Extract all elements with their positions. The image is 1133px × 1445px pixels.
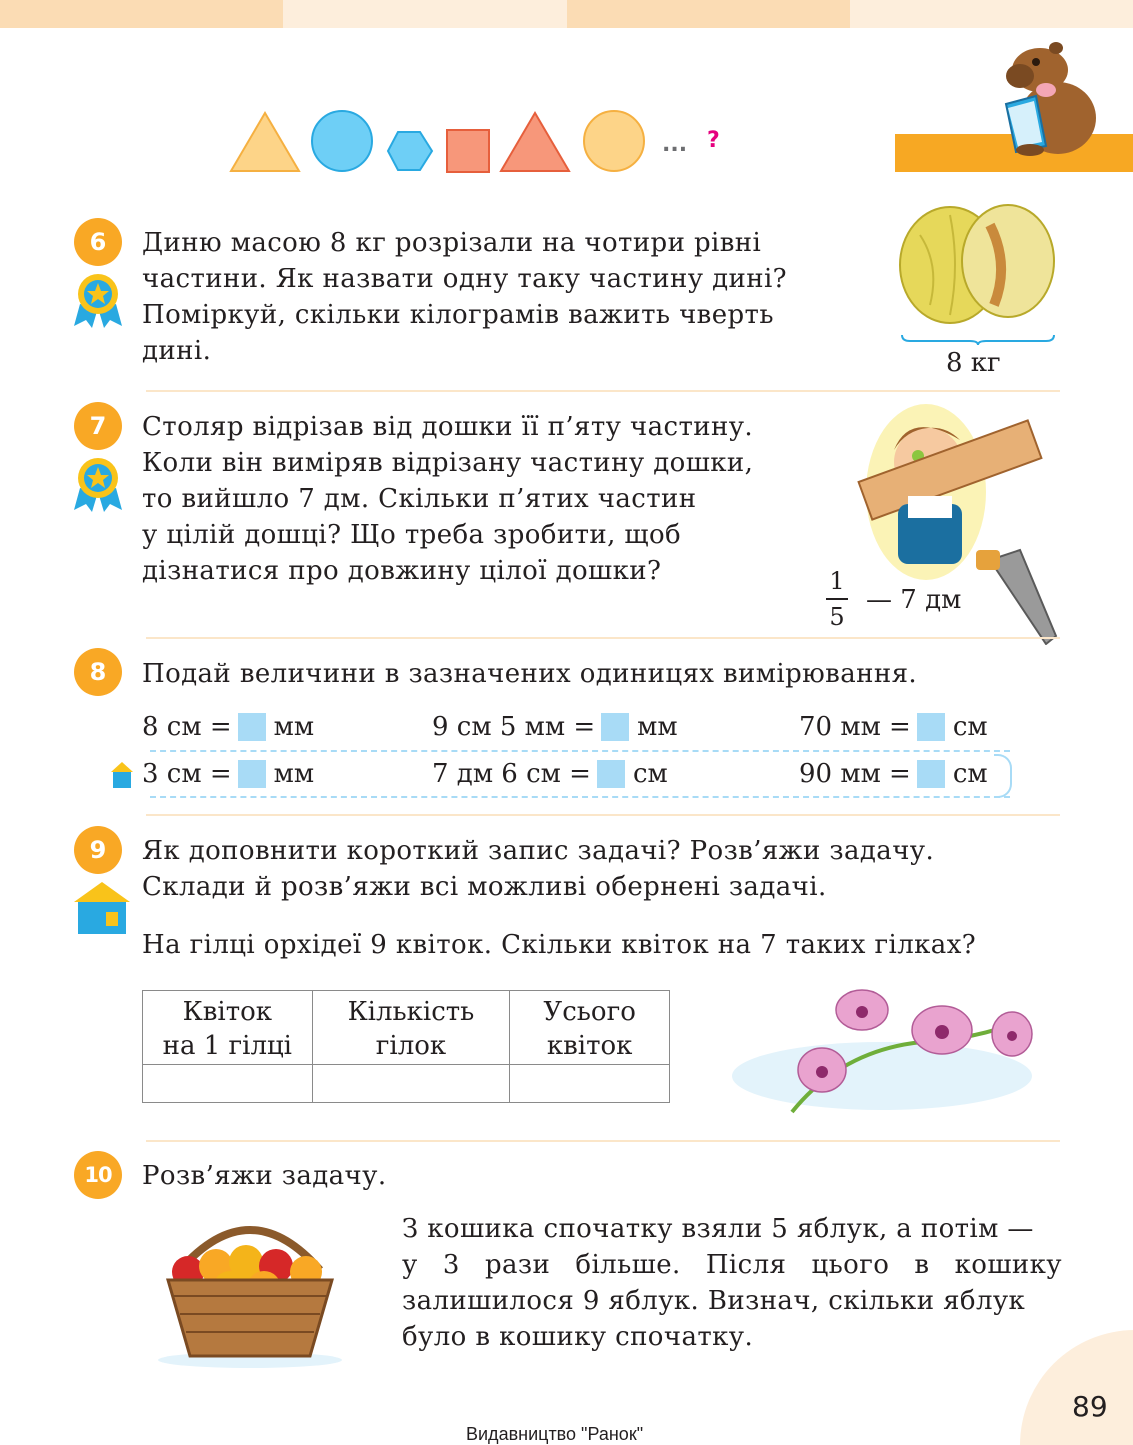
house-icon bbox=[72, 880, 132, 936]
task-8-badge: 8 bbox=[74, 648, 122, 696]
row-bracket bbox=[994, 754, 1012, 798]
text-line: Столяр відрізав від дошки її п’яту частину. bbox=[142, 412, 754, 442]
task-9-badge: 9 bbox=[74, 826, 122, 874]
conversion-expression: 90 мм = bbox=[799, 759, 911, 789]
conversion-expression: 9 см 5 мм = bbox=[432, 712, 596, 742]
capybara-reading-illustration bbox=[990, 38, 1110, 158]
task-9-text bbox=[142, 833, 934, 905]
conversion-unit: мм bbox=[637, 712, 678, 742]
triangle-shape bbox=[501, 113, 569, 171]
conversion-expression: 8 см = bbox=[142, 712, 232, 742]
task-10-text bbox=[402, 1211, 1062, 1355]
text-line: у 3 рази більше. Після цього в кошику bbox=[402, 1250, 1062, 1280]
top-color-bar bbox=[0, 0, 1133, 28]
fraction-bar bbox=[826, 598, 848, 600]
star-medal-icon bbox=[70, 454, 126, 514]
orchid-illustration bbox=[722, 980, 1042, 1120]
text-line: Диню масою 8 кг розрізали на чотири рівні bbox=[142, 228, 762, 258]
answer-box[interactable] bbox=[238, 760, 266, 788]
answer-box[interactable] bbox=[238, 713, 266, 741]
text-line: Як доповнити короткий запис задачі? Розв’яжи задачу. bbox=[142, 836, 935, 866]
answer-box[interactable] bbox=[597, 760, 625, 788]
star-medal-icon bbox=[70, 270, 126, 330]
dashed-guide-line bbox=[150, 750, 1010, 752]
triangle-shape bbox=[231, 113, 299, 171]
answer-box[interactable] bbox=[601, 713, 629, 741]
text-line: дині. bbox=[142, 336, 212, 366]
task-10-badge: 10 bbox=[74, 1151, 122, 1199]
table-header: Квіток на 1 гілці bbox=[143, 991, 313, 1065]
melon-illustration bbox=[890, 195, 1065, 345]
small-house-icon bbox=[110, 758, 134, 790]
conversion-unit: мм bbox=[273, 712, 315, 742]
publisher-label: Видавництво "Ранок" bbox=[466, 1424, 644, 1444]
fraction-value-label: — 7 дм bbox=[866, 585, 962, 615]
text-line: у цілій дошці? Що треба зробити, щоб bbox=[142, 520, 682, 550]
task-7-text bbox=[142, 409, 753, 589]
conversion-item bbox=[432, 709, 678, 745]
hexagon-shape bbox=[388, 132, 432, 170]
task-7-badge: 7 bbox=[74, 402, 122, 450]
table-header: Кількість гілок bbox=[312, 991, 510, 1065]
square-shape bbox=[447, 130, 489, 172]
conversion-item bbox=[799, 709, 988, 745]
task-6-badge: 6 bbox=[74, 218, 122, 266]
text-line: Поміркуй, скільки кілограмів важить чверть bbox=[142, 300, 774, 330]
text-line: частини. Як назвати одну таку частину дині? bbox=[142, 264, 788, 294]
dashed-guide-line bbox=[150, 796, 1010, 798]
apple-basket-illustration bbox=[150, 1210, 350, 1370]
conversion-unit: см bbox=[952, 759, 988, 789]
sequence-ellipsis: ... bbox=[662, 132, 688, 157]
conversion-unit: см bbox=[952, 712, 988, 742]
text-line: дізнатися про довжину цілої дошки? bbox=[142, 556, 662, 586]
conversion-expression: 70 мм = bbox=[799, 712, 911, 742]
text-line: то вийшло 7 дм. Скільки п’ятих частин bbox=[142, 484, 697, 514]
fraction-denominator: 5 bbox=[829, 603, 845, 631]
divider bbox=[146, 1140, 1060, 1142]
table-header: Усього квіток bbox=[510, 991, 670, 1065]
task-10-prompt: Розв’яжи задачу. bbox=[142, 1161, 387, 1191]
text-line: Склади й розв’яжи всі можливі обернені задачі. bbox=[142, 872, 827, 902]
conversion-expression: 3 см = bbox=[142, 759, 232, 789]
circle-shape bbox=[584, 111, 644, 171]
task-8-prompt: Подай величини в зазначених одиницях вимірювання. bbox=[142, 659, 918, 689]
fraction-one-fifth bbox=[826, 566, 848, 632]
melon-weight-label: 8 кг bbox=[946, 348, 1001, 378]
text-line: Коли він виміряв відрізану частину дошки, bbox=[142, 448, 754, 478]
short-record-table bbox=[142, 990, 670, 1103]
table-cell[interactable] bbox=[510, 1065, 670, 1103]
conversion-item bbox=[142, 756, 314, 792]
task-9-problem: На гілці орхідеї 9 квіток. Скільки квіток на 7 таких гілках? bbox=[142, 930, 977, 960]
task-6-text bbox=[142, 225, 787, 369]
conversion-item bbox=[432, 756, 668, 792]
conversion-expression: 7 дм 6 см = bbox=[432, 759, 591, 789]
page-number: 89 bbox=[1072, 1390, 1108, 1423]
table-cell[interactable] bbox=[143, 1065, 313, 1103]
text-line: залишилося 9 яблук. Визнач, скільки яблук bbox=[402, 1286, 1026, 1316]
sequence-question-mark: ? bbox=[707, 128, 720, 153]
table-row bbox=[143, 1065, 670, 1103]
fraction-numerator: 1 bbox=[829, 567, 845, 595]
conversion-unit: мм bbox=[273, 759, 315, 789]
conversion-unit: см bbox=[632, 759, 668, 789]
divider bbox=[146, 814, 1060, 816]
answer-box[interactable] bbox=[917, 760, 945, 788]
conversion-item bbox=[142, 709, 314, 745]
table-cell[interactable] bbox=[312, 1065, 510, 1103]
answer-box[interactable] bbox=[917, 713, 945, 741]
divider bbox=[146, 637, 1060, 639]
text-line: було в кошику спочатку. bbox=[402, 1322, 754, 1352]
divider bbox=[146, 390, 1060, 392]
circle-shape bbox=[312, 111, 372, 171]
conversion-item bbox=[799, 756, 988, 792]
text-line: З кошика спочатку взяли 5 яблук, а потім — bbox=[402, 1214, 1034, 1244]
